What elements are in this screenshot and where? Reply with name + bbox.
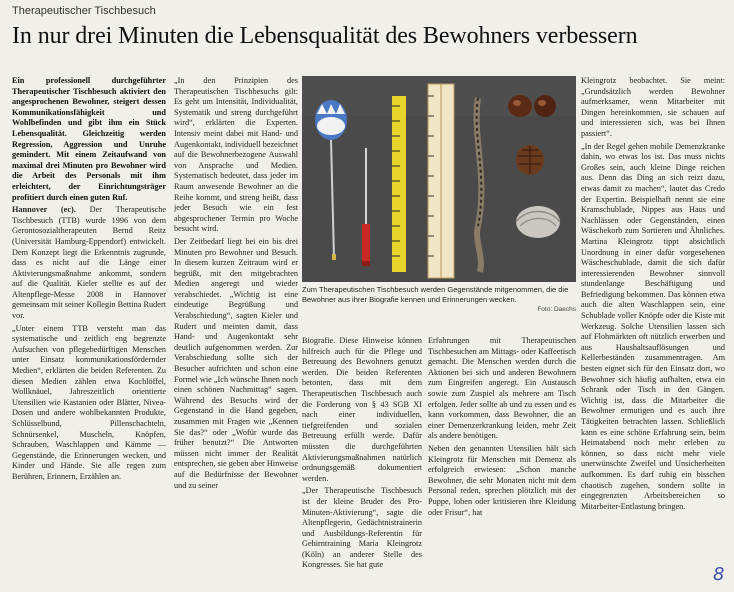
- body-paragraph: Neben den genannten Utensilien hält sich Kleingrotz für Menschen mit Demenz als erfolgreich erwiesen: „Schon manche Bewohner, die sehr Monaten nicht mit dem Personal reden, sprechen plötzlich mit der Puppe, loben oder kritisieren ihre Kleidung oder Frisur“, hat: [428, 443, 576, 517]
- article-photo: [302, 76, 576, 282]
- column-3: [302, 336, 422, 588]
- photo-credit: Foto: Daechs: [537, 306, 576, 313]
- folding-ruler-icon: [392, 96, 406, 272]
- column-2: [174, 76, 298, 588]
- location-tag: Hannover (ec).: [12, 205, 76, 215]
- column-4: [428, 336, 576, 588]
- column-1: [12, 76, 166, 588]
- column-5: [581, 76, 725, 588]
- body-paragraph: „Der Therapeutische Tischbesuch ist der kleine Bruder des Pro-Minuten-Aktivierung“, sagte die Altenpflegerin, Gedächtnistrainerin und Ausbildungs-Referentin für Gehirntraining Maria Kleingrotz (Köln) an anderer Stelle des Kongresses. Sie hat gute: [302, 486, 422, 570]
- wooden-ruler-icon: [428, 84, 454, 278]
- lead-paragraph: Ein professionell durchgeführter Therapeutischer Tischbesuch aktiviert den angesprochenen Bewohner, steigert dessen Kommunikationsfähigkeit und Wohlbefinden und gibt ihm ein Stück Lebensqualität. Gleichzeitig werden Regression, Aggression und Unruhe gemindert. Mit einem Zeitaufwand von maximal drei Minuten pro Bewohner wird die Arbeit des Personals mit ihm erleichtert, der Einrichtungsträger profitiert durch einen guten Ruf.: [12, 76, 166, 202]
- body-paragraph: „Unter einem TTB versteht man das systematische und zeitlich eng begrenzte Aufsuchen von pflegebedürftigen Menschen unter Einsatz kommunikationsfördernder Medien“, erklärten die beiden Referenten. Zu diesen Medien zählen etwa Kochlöffel, Wollknäuel, Jahreszeitlich orientierte Utensilien wie Kastanien oder Blätter, Nivea-Dosen und andere wohlbekannten Produkte, Schlüsselbund, Pillenschachteln, Schnürsenkel, Muscheln, Knöpfen, Schrauben, Waschlappen und Kämme — Gegenstände, die Erinnerungen wecken, und Kinder und Hände. Sie alle regen zum Berühren, Erinnern, Erzählen an.: [12, 323, 166, 481]
- kicker: Therapeutischer Tischbesuch: [12, 5, 156, 17]
- body-paragraph: Der Zeitbedarf liegt bei ein bis drei Minuten pro Bewohner und Besuch. In diesem kurzen Zeitraum wird er begrüßt, mit den mitgebrachten Medien angeregt und wieder verabschiedet. „Wichtig ist eine eindeutige Begrüßung und Verabschiedung“, sagten Kieler und Rudert und meinten damit, dass Hand- und Augenkontakt sehr deutlich aufgenommen werden. Zur Verabschiedung sollte sich der Besucher aufrichten und schon eine Formel wie „Ich wünsche Ihnen noch einen schönen Nachmittag“ sagen. Während des Besuchs wird der Gegenstand in die Hand gegeben, zusammen mit Fragen wie „Kennen Sie das?“ oder „Wofür wurde das früher benutzt?“ Die Antworten müssen nicht immer der Realität entsprechen, sie geben aber Hinweise auf die Bedürfnisse der Bewohner und zu seiner: [174, 236, 298, 490]
- body-paragraph: Hannover (ec). Der Therapeutische Tischbesuch (TTB) wurde 1996 von dem Gerontosozialtherapeuten Bernd Reitz (Universität Hamburg-Eppendorf) entwickelt. Dem Konzept liegt die Erkenntnis zugrunde, dass es nicht auf die Länge einer Aktivierungsmaßnahme ankommt, sondern auf die Qualität. Kieler stellte es auf der Altenpflege-Messe 2008 in Hannover gemeinsam mit seiner Kollegin Bettina Rudert vor.: [12, 205, 166, 321]
- seashell-icon: [516, 206, 560, 238]
- body-paragraph: „In der Regel gehen mobile Demenzkranke dahin, wo etwas los ist. Das muss nichts Großes sein, auch kleine Dinge reichen aus. Denn das Ding an sich reizt dazu, etwas damit zu machen“, lautet das Credo der Expertin. Beispielhaft nennt sie eine Kramschublade, Nippes aus Haus und Nachlässen oder Gegenständen, einen Wäschekorb zum Sortieren und Ähnliches. Martina Kleingrotz tippt absichtlich Unordnung in einer dafür vorgesehenen Wäscheschublade, damit die sich dafür interessierenden Bewohner sinnvoll stundenlange Beschäftigung und Befriedigung bekommen. Das können etwa auch die alten Waschlappen sein, eine Schublade voller Knöpfe oder die Kiste mit Werkzeug. Solche Utensilien lassen sich auf Flohmärkten oft nützlich erwerben und aus Haushaltsauflösungen und Kellerbeständen zusammentragen. Am besten eignet sich für den Einsatz dort, wo Bewohner sich häufig aufhalten, etwa ein Schrank oder Tisch in den Gängen. Wichtig ist, dass die Mitarbeiter die Bewohner ermutigen und es auch ihre Tätigkeiten betrachten lassen. Schließlich kann es eine schöne Erfahrung sein, beim Heimatabend noch mehr erleben zu können, so dass nicht mehr viele unerwünschte Zweifel und Unsicherheiten aufkommen. Es darf ruhig ein bisschen chaotisch zugehen, sondern sollte in eingegrenzten Arbeitsbereichen so Mitarbeiter-Entlastung bringen.: [581, 141, 725, 511]
- body-paragraph: Biografie. Diese Hinweise können hilfreich auch für die Pflege und Betreuung des Bewohners genutzt werden. Die beiden Referenten betonten, dass mit dem Therapeutischen Tischbesuch auch die Forderung von § 43 SGB XI nach einer individuellen, tiefgreifenden und sozialen Betreuung erfüllt werde. Dafür müssten die durchgeführten Aktivierungsmaßnahmen natürlich ordnungsgemäß dokumentiert werden.: [302, 336, 422, 483]
- photo-caption: Zum Therapeutischen Tischbesuch werden Gegenstände mitgenommen, die die Bewohner aus ihrer Biografie kennen und Erinnerungen wecken.: [302, 285, 569, 304]
- pinecone-icon: [516, 145, 544, 175]
- body-paragraph: Kleingrotz beobachtet. Sie meint: „Grundsätzlich werden Bewohner aufmerksamer, wenn Mitarbeiter mit Dingen hereinkommen, sie schauen auf und interessieren sich, was bei Ihnen passiert“.: [581, 76, 725, 138]
- headline: In nur drei Minuten die Lebensqualität des Bewohners verbessern: [12, 23, 638, 49]
- handwritten-mark: 8: [713, 564, 725, 585]
- body-paragraph: Erfahrungen mit Therapeutischen Tischbesuchen am Mittags- oder Kaffeetisch gemacht. Die Menschen werden durch die Aktionen bei sich und anderen Bewohnern zum Eingreifen angeregt. Ein Austausch sowie zum Zuspiel als mehrere am Tisch erfolgen. Jeder sollte ab und zu essen und es kann vorkommen, dass Bewohner, die an einer Demenzerkrankung leiden, mehr Zeit als andere benötigen.: [428, 336, 576, 441]
- body-paragraph: „In den Prinzipien des Therapeutischen Tischbesuchs gilt: Es geht um Intensität, Individualität, Systematik und streng durchgeführt wird“, erklärten die Experten. Intensiv meint dabei mit Hand- und Augenkontakt, individuell bezeichnet auf die Bewohnerbezogene Auswahl von Ansprache und Medien. Systematisch bedeutet, dass jeder im Raum anwesende Bewohner an die Reihe kommt, und streng heißt, dass jeder Besuch wie ein fest abgesprochener Termin pro Woche besucht wird.: [174, 76, 298, 234]
